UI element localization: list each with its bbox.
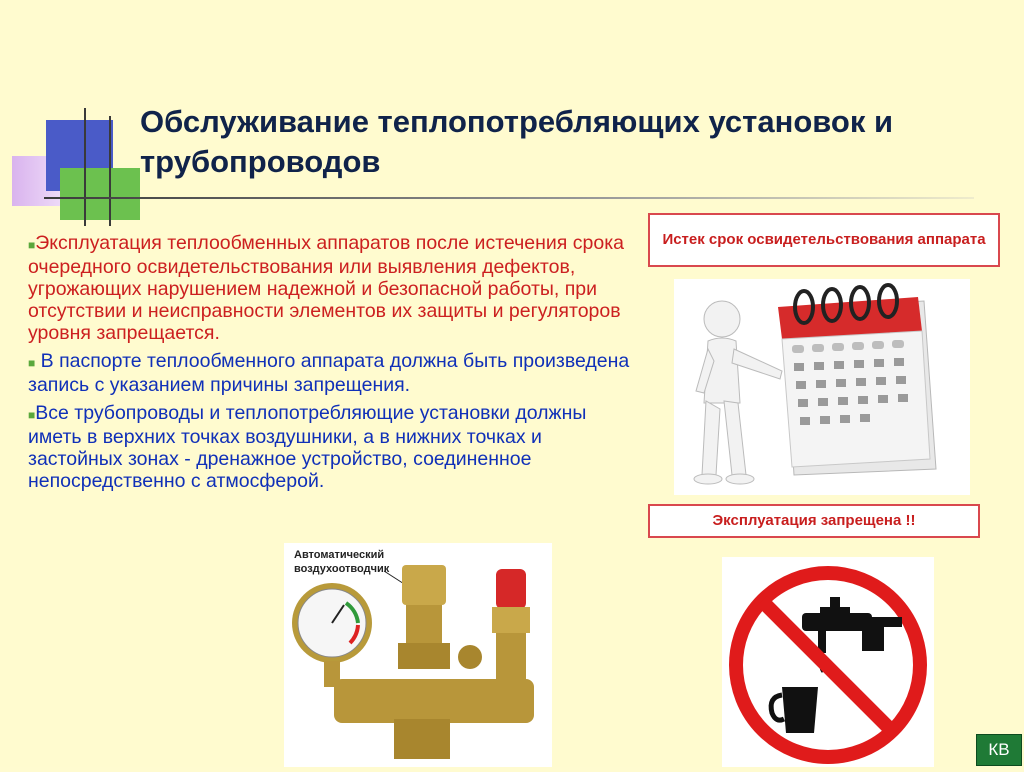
paragraph-text: Эксплуатация теплообменных аппаратов после истечения срока очередного освидетельствования или выявления дефектов, угрожающих нарушением надежной и безопасной работы, при отсутствии и неисправности элементов их защиты и регуляторов уровня запрещается. <box>28 232 625 344</box>
decor-square-green <box>60 168 140 220</box>
valve-icon <box>284 543 552 767</box>
bullet-icon: ■ <box>28 238 36 252</box>
label-forbidden-text: Эксплуатация запрещена !! <box>712 512 916 529</box>
label-forbidden <box>648 504 980 538</box>
paragraph-text: Все трубопроводы и теплопотребляющие установки должны иметь в верхних точках воздушники, а в нижних точках и застойных зонах - дренажное устройство, соединенное непосредственно с атмосферой. <box>28 402 587 492</box>
paragraph-2 <box>28 350 638 396</box>
nav-button-kv[interactable]: КВ <box>976 734 1022 766</box>
valve-caption-line2: воздухоотводчик <box>294 563 390 575</box>
decor-line-vertical <box>84 108 86 226</box>
label-expired-text: Истек срок освидетельствования аппарата <box>662 231 986 248</box>
paragraph-text: В паспорте теплообменного аппарата должна быть произведена запись с указанием причины запрещения. <box>28 350 630 396</box>
paragraph-1 <box>28 232 638 344</box>
bullet-icon: ■ <box>28 356 36 370</box>
decor-line-vertical <box>109 116 111 226</box>
calendar-illustration <box>674 279 970 495</box>
bullet-icon: ■ <box>28 408 36 422</box>
slide-title: Обслуживание теплопотребляющих установок и трубопроводов <box>140 104 894 179</box>
valve-caption <box>294 548 389 576</box>
calendar-icon <box>674 279 970 495</box>
prohibition-sign <box>722 557 934 767</box>
air-vent-valve-illustration <box>284 543 552 767</box>
body-text <box>28 232 638 498</box>
valve-caption-line1: Автоматический <box>294 549 385 561</box>
decor-line-horizontal <box>44 197 974 199</box>
no-drinking-water-icon <box>722 557 934 767</box>
label-expired <box>648 213 1000 267</box>
paragraph-3 <box>28 402 638 492</box>
